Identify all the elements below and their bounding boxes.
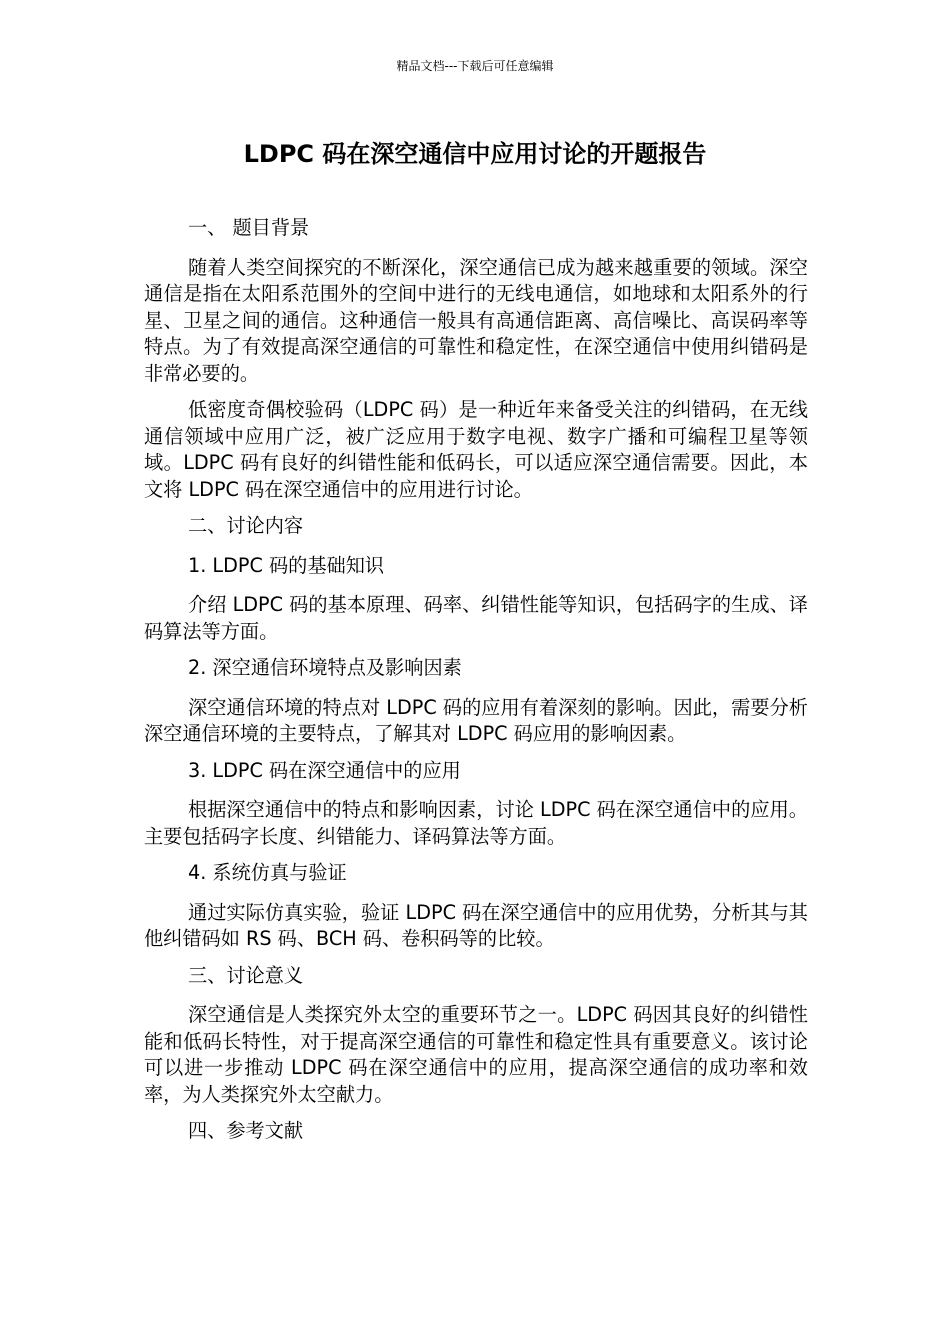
background-paragraph-1: 随着人类空间探究的不断深化，深空通信已成为越来越重要的领域。深空通信是指在太阳系范围外的空间中进行的无线电通信，如地球和太阳系外的行星、卫星之间的通信。这种通信一般具有高通信距离、高信噪比、高误码率等特点。为了有效提高深空通信的可靠性和稳定性，在深空通信中使用纠错码是非常必要的。	[144, 255, 808, 385]
ldpc-basics-paragraph: 介绍 LDPC 码的基本原理、码率、纠错性能等知识，包括码字的生成、译码算法等方面。	[144, 593, 808, 643]
document-title: LDPC 码在深空通信中应用讨论的开题报告	[243, 140, 707, 168]
section-heading-references: 四、参考文献	[188, 1119, 304, 1142]
application-paragraph: 根据深空通信中的特点和影响因素，讨论 LDPC 码在深空通信中的应用。主要包括码字长度、纠错能力、译码算法等方面。	[144, 798, 808, 848]
subheading-application: 3. LDPC 码在深空通信中的应用	[188, 758, 461, 782]
section-heading-content: 二、讨论内容	[188, 514, 304, 537]
header-note: 精品文档---下载后可任意编辑	[396, 59, 554, 73]
simulation-paragraph: 通过实际仿真实验，验证 LDPC 码在深空通信中的应用优势，分析其与其他纠错码如 RS 码、BCH 码、卷积码等的比较。	[144, 900, 808, 950]
environment-paragraph: 深空通信环境的特点对 LDPC 码的应用有着深刻的影响。因此，需要分析深空通信环境的主要特点，了解其对 LDPC 码应用的影响因素。	[144, 695, 808, 745]
subheading-simulation: 4. 系统仿真与验证	[188, 861, 347, 884]
section-heading-significance: 三、讨论意义	[188, 963, 304, 987]
background-paragraph-2: 低密度奇偶校验码（LDPC 码）是一种近年来备受关注的纠错码，在无线通信领域中应用广泛，被广泛应用于数字电视、数字广播和可编程卫星等领域。LDPC 码有良好的纠错性能和低码长，可以适应深空通信需要。因此，本文将 LDPC 码在深空通信中的应用进行讨论。	[144, 398, 808, 501]
significance-paragraph: 深空通信是人类探究外太空的重要环节之一。LDPC 码因其良好的纠错性能和低码长特性，对于提高深空通信的可靠性和稳定性具有重要意义。该讨论可以进一步推动 LDPC 码在深空通信中的应用，提高深空通信的成功率和效率，为人类探究外太空献力。	[144, 1003, 808, 1106]
subheading-environment: 2. 深空通信环境特点及影响因素	[188, 656, 462, 679]
document-body	[144, 215, 808, 1158]
subheading-ldpc-basics: 1. LDPC 码的基础知识	[188, 553, 385, 577]
section-heading-background: 一、 题目背景	[188, 216, 310, 239]
